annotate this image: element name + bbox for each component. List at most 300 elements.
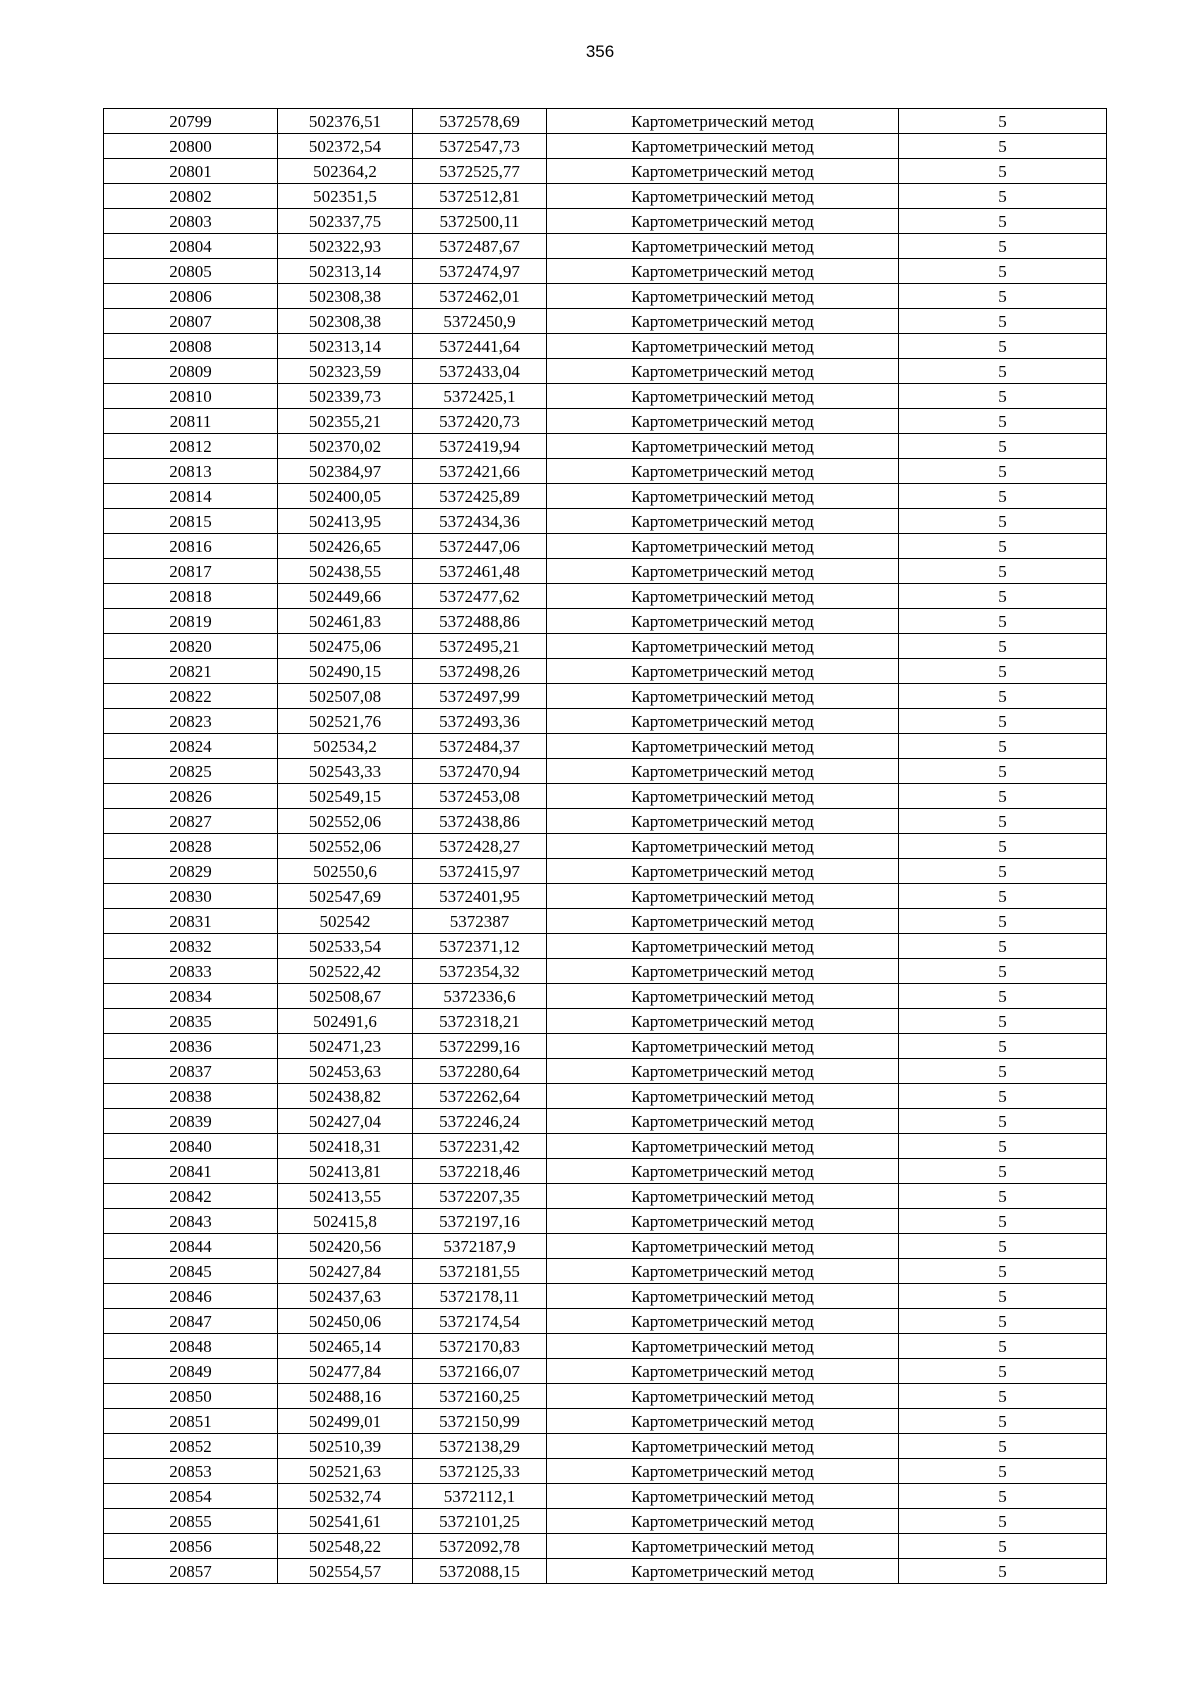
method-cell: Картометрический метод bbox=[547, 134, 899, 159]
table-row bbox=[104, 1259, 1107, 1284]
accuracy-cell: 5 bbox=[899, 334, 1107, 359]
table-row bbox=[104, 1134, 1107, 1159]
method-cell: Картометрический метод bbox=[547, 959, 899, 984]
method-cell: Картометрический метод bbox=[547, 684, 899, 709]
table-row bbox=[104, 1084, 1107, 1109]
method-cell: Картометрический метод bbox=[547, 1534, 899, 1559]
point-number-cell: 20856 bbox=[104, 1534, 278, 1559]
y-coordinate-cell: 5372433,04 bbox=[413, 359, 547, 384]
x-coordinate-cell: 502475,06 bbox=[278, 634, 413, 659]
accuracy-cell: 5 bbox=[899, 684, 1107, 709]
table-row bbox=[104, 1109, 1107, 1134]
point-number-cell: 20815 bbox=[104, 509, 278, 534]
method-cell: Картометрический метод bbox=[547, 1159, 899, 1184]
accuracy-cell: 5 bbox=[899, 184, 1107, 209]
y-coordinate-cell: 5372299,16 bbox=[413, 1034, 547, 1059]
method-cell: Картометрический метод bbox=[547, 584, 899, 609]
point-number-cell: 20838 bbox=[104, 1084, 278, 1109]
point-number-cell: 20805 bbox=[104, 259, 278, 284]
y-coordinate-cell: 5372150,99 bbox=[413, 1409, 547, 1434]
x-coordinate-cell: 502471,23 bbox=[278, 1034, 413, 1059]
point-number-cell: 20857 bbox=[104, 1559, 278, 1584]
method-cell: Картометрический метод bbox=[547, 1034, 899, 1059]
x-coordinate-cell: 502533,54 bbox=[278, 934, 413, 959]
table-row bbox=[104, 234, 1107, 259]
point-number-cell: 20799 bbox=[104, 109, 278, 134]
y-coordinate-cell: 5372493,36 bbox=[413, 709, 547, 734]
y-coordinate-cell: 5372421,66 bbox=[413, 459, 547, 484]
y-coordinate-cell: 5372450,9 bbox=[413, 309, 547, 334]
method-cell: Картометрический метод bbox=[547, 509, 899, 534]
table-row bbox=[104, 1059, 1107, 1084]
y-coordinate-cell: 5372428,27 bbox=[413, 834, 547, 859]
method-cell: Картометрический метод bbox=[547, 1234, 899, 1259]
method-cell: Картометрический метод bbox=[547, 409, 899, 434]
y-coordinate-cell: 5372525,77 bbox=[413, 159, 547, 184]
x-coordinate-cell: 502453,63 bbox=[278, 1059, 413, 1084]
accuracy-cell: 5 bbox=[899, 109, 1107, 134]
method-cell: Картометрический метод bbox=[547, 859, 899, 884]
y-coordinate-cell: 5372371,12 bbox=[413, 934, 547, 959]
accuracy-cell: 5 bbox=[899, 609, 1107, 634]
method-cell: Картометрический метод bbox=[547, 1434, 899, 1459]
x-coordinate-cell: 502499,01 bbox=[278, 1409, 413, 1434]
method-cell: Картометрический метод bbox=[547, 834, 899, 859]
y-coordinate-cell: 5372434,36 bbox=[413, 509, 547, 534]
x-coordinate-cell: 502461,83 bbox=[278, 609, 413, 634]
method-cell: Картометрический метод bbox=[547, 1134, 899, 1159]
point-number-cell: 20833 bbox=[104, 959, 278, 984]
accuracy-cell: 5 bbox=[899, 209, 1107, 234]
y-coordinate-cell: 5372477,62 bbox=[413, 584, 547, 609]
point-number-cell: 20826 bbox=[104, 784, 278, 809]
x-coordinate-cell: 502308,38 bbox=[278, 284, 413, 309]
point-number-cell: 20837 bbox=[104, 1059, 278, 1084]
accuracy-cell: 5 bbox=[899, 959, 1107, 984]
point-number-cell: 20817 bbox=[104, 559, 278, 584]
y-coordinate-cell: 5372425,89 bbox=[413, 484, 547, 509]
table-row bbox=[104, 859, 1107, 884]
method-cell: Картометрический метод bbox=[547, 759, 899, 784]
y-coordinate-cell: 5372160,25 bbox=[413, 1384, 547, 1409]
y-coordinate-cell: 5372354,32 bbox=[413, 959, 547, 984]
table-row bbox=[104, 334, 1107, 359]
point-number-cell: 20809 bbox=[104, 359, 278, 384]
method-cell: Картометрический метод bbox=[547, 209, 899, 234]
point-number-cell: 20839 bbox=[104, 1109, 278, 1134]
table-row bbox=[104, 1334, 1107, 1359]
method-cell: Картометрический метод bbox=[547, 1409, 899, 1434]
x-coordinate-cell: 502415,8 bbox=[278, 1209, 413, 1234]
accuracy-cell: 5 bbox=[899, 1384, 1107, 1409]
y-coordinate-cell: 5372474,97 bbox=[413, 259, 547, 284]
accuracy-cell: 5 bbox=[899, 1359, 1107, 1384]
table-row bbox=[104, 1534, 1107, 1559]
point-number-cell: 20821 bbox=[104, 659, 278, 684]
point-number-cell: 20841 bbox=[104, 1159, 278, 1184]
point-number-cell: 20831 bbox=[104, 909, 278, 934]
x-coordinate-cell: 502547,69 bbox=[278, 884, 413, 909]
method-cell: Картометрический метод bbox=[547, 1334, 899, 1359]
y-coordinate-cell: 5372174,54 bbox=[413, 1309, 547, 1334]
table-row bbox=[104, 359, 1107, 384]
table-row bbox=[104, 759, 1107, 784]
y-coordinate-cell: 5372280,64 bbox=[413, 1059, 547, 1084]
point-number-cell: 20808 bbox=[104, 334, 278, 359]
y-coordinate-cell: 5372207,35 bbox=[413, 1184, 547, 1209]
table-row bbox=[104, 384, 1107, 409]
accuracy-cell: 5 bbox=[899, 134, 1107, 159]
method-cell: Картометрический метод bbox=[547, 1259, 899, 1284]
table-row bbox=[104, 1184, 1107, 1209]
point-number-cell: 20803 bbox=[104, 209, 278, 234]
x-coordinate-cell: 502355,21 bbox=[278, 409, 413, 434]
y-coordinate-cell: 5372088,15 bbox=[413, 1559, 547, 1584]
y-coordinate-cell: 5372470,94 bbox=[413, 759, 547, 784]
x-coordinate-cell: 502438,82 bbox=[278, 1084, 413, 1109]
y-coordinate-cell: 5372101,25 bbox=[413, 1509, 547, 1534]
y-coordinate-cell: 5372415,97 bbox=[413, 859, 547, 884]
coordinates-table bbox=[103, 108, 1107, 1584]
accuracy-cell: 5 bbox=[899, 1059, 1107, 1084]
point-number-cell: 20830 bbox=[104, 884, 278, 909]
table-row bbox=[104, 1284, 1107, 1309]
table-row bbox=[104, 834, 1107, 859]
point-number-cell: 20851 bbox=[104, 1409, 278, 1434]
x-coordinate-cell: 502427,84 bbox=[278, 1259, 413, 1284]
table-row bbox=[104, 1509, 1107, 1534]
method-cell: Картометрический метод bbox=[547, 984, 899, 1009]
y-coordinate-cell: 5372401,95 bbox=[413, 884, 547, 909]
x-coordinate-cell: 502351,5 bbox=[278, 184, 413, 209]
point-number-cell: 20832 bbox=[104, 934, 278, 959]
accuracy-cell: 5 bbox=[899, 634, 1107, 659]
table-row bbox=[104, 509, 1107, 534]
accuracy-cell: 5 bbox=[899, 1309, 1107, 1334]
point-number-cell: 20802 bbox=[104, 184, 278, 209]
x-coordinate-cell: 502370,02 bbox=[278, 434, 413, 459]
method-cell: Картометрический метод bbox=[547, 184, 899, 209]
accuracy-cell: 5 bbox=[899, 1434, 1107, 1459]
x-coordinate-cell: 502449,66 bbox=[278, 584, 413, 609]
accuracy-cell: 5 bbox=[899, 1534, 1107, 1559]
point-number-cell: 20845 bbox=[104, 1259, 278, 1284]
method-cell: Картометрический метод bbox=[547, 609, 899, 634]
table-row bbox=[104, 459, 1107, 484]
y-coordinate-cell: 5372138,29 bbox=[413, 1434, 547, 1459]
y-coordinate-cell: 5372547,73 bbox=[413, 134, 547, 159]
accuracy-cell: 5 bbox=[899, 1159, 1107, 1184]
method-cell: Картометрический метод bbox=[547, 1309, 899, 1334]
y-coordinate-cell: 5372218,46 bbox=[413, 1159, 547, 1184]
page-number: 356 bbox=[585, 42, 615, 61]
point-number-cell: 20850 bbox=[104, 1384, 278, 1409]
method-cell: Картометрический метод bbox=[547, 1359, 899, 1384]
point-number-cell: 20810 bbox=[104, 384, 278, 409]
table-row bbox=[104, 284, 1107, 309]
point-number-cell: 20822 bbox=[104, 684, 278, 709]
y-coordinate-cell: 5372438,86 bbox=[413, 809, 547, 834]
accuracy-cell: 5 bbox=[899, 759, 1107, 784]
accuracy-cell: 5 bbox=[899, 459, 1107, 484]
x-coordinate-cell: 502364,2 bbox=[278, 159, 413, 184]
point-number-cell: 20855 bbox=[104, 1509, 278, 1534]
table-row bbox=[104, 1459, 1107, 1484]
x-coordinate-cell: 502437,63 bbox=[278, 1284, 413, 1309]
table-row bbox=[104, 1234, 1107, 1259]
y-coordinate-cell: 5372197,16 bbox=[413, 1209, 547, 1234]
accuracy-cell: 5 bbox=[899, 384, 1107, 409]
point-number-cell: 20819 bbox=[104, 609, 278, 634]
table-row bbox=[104, 309, 1107, 334]
x-coordinate-cell: 502308,38 bbox=[278, 309, 413, 334]
accuracy-cell: 5 bbox=[899, 709, 1107, 734]
method-cell: Картометрический метод bbox=[547, 784, 899, 809]
x-coordinate-cell: 502554,57 bbox=[278, 1559, 413, 1584]
method-cell: Картометрический метод bbox=[547, 1084, 899, 1109]
accuracy-cell: 5 bbox=[899, 1259, 1107, 1284]
y-coordinate-cell: 5372461,48 bbox=[413, 559, 547, 584]
method-cell: Картометрический метод bbox=[547, 559, 899, 584]
accuracy-cell: 5 bbox=[899, 834, 1107, 859]
accuracy-cell: 5 bbox=[899, 884, 1107, 909]
method-cell: Картометрический метод bbox=[547, 1009, 899, 1034]
method-cell: Картометрический метод bbox=[547, 434, 899, 459]
method-cell: Картометрический метод bbox=[547, 159, 899, 184]
y-coordinate-cell: 5372125,33 bbox=[413, 1459, 547, 1484]
table-row bbox=[104, 259, 1107, 284]
table-row bbox=[104, 959, 1107, 984]
point-number-cell: 20806 bbox=[104, 284, 278, 309]
y-coordinate-cell: 5372462,01 bbox=[413, 284, 547, 309]
method-cell: Картометрический метод bbox=[547, 1109, 899, 1134]
accuracy-cell: 5 bbox=[899, 1484, 1107, 1509]
table-row bbox=[104, 134, 1107, 159]
y-coordinate-cell: 5372425,1 bbox=[413, 384, 547, 409]
accuracy-cell: 5 bbox=[899, 1009, 1107, 1034]
accuracy-cell: 5 bbox=[899, 1109, 1107, 1134]
x-coordinate-cell: 502427,04 bbox=[278, 1109, 413, 1134]
table-row bbox=[104, 609, 1107, 634]
point-number-cell: 20836 bbox=[104, 1034, 278, 1059]
accuracy-cell: 5 bbox=[899, 1034, 1107, 1059]
point-number-cell: 20811 bbox=[104, 409, 278, 434]
x-coordinate-cell: 502450,06 bbox=[278, 1309, 413, 1334]
method-cell: Картометрический метод bbox=[547, 459, 899, 484]
x-coordinate-cell: 502534,2 bbox=[278, 734, 413, 759]
point-number-cell: 20840 bbox=[104, 1134, 278, 1159]
x-coordinate-cell: 502548,22 bbox=[278, 1534, 413, 1559]
point-number-cell: 20807 bbox=[104, 309, 278, 334]
table-row bbox=[104, 1559, 1107, 1584]
y-coordinate-cell: 5372112,1 bbox=[413, 1484, 547, 1509]
accuracy-cell: 5 bbox=[899, 984, 1107, 1009]
table-row bbox=[104, 1434, 1107, 1459]
y-coordinate-cell: 5372181,55 bbox=[413, 1259, 547, 1284]
y-coordinate-cell: 5372498,26 bbox=[413, 659, 547, 684]
accuracy-cell: 5 bbox=[899, 1459, 1107, 1484]
method-cell: Картометрический метод bbox=[547, 259, 899, 284]
method-cell: Картометрический метод bbox=[547, 884, 899, 909]
accuracy-cell: 5 bbox=[899, 584, 1107, 609]
accuracy-cell: 5 bbox=[899, 934, 1107, 959]
point-number-cell: 20825 bbox=[104, 759, 278, 784]
x-coordinate-cell: 502313,14 bbox=[278, 334, 413, 359]
table-row bbox=[104, 484, 1107, 509]
point-number-cell: 20814 bbox=[104, 484, 278, 509]
point-number-cell: 20813 bbox=[104, 459, 278, 484]
table-row bbox=[104, 784, 1107, 809]
table-row bbox=[104, 559, 1107, 584]
table-row bbox=[104, 1484, 1107, 1509]
accuracy-cell: 5 bbox=[899, 809, 1107, 834]
y-coordinate-cell: 5372420,73 bbox=[413, 409, 547, 434]
point-number-cell: 20834 bbox=[104, 984, 278, 1009]
point-number-cell: 20800 bbox=[104, 134, 278, 159]
method-cell: Картометрический метод bbox=[547, 534, 899, 559]
accuracy-cell: 5 bbox=[899, 1509, 1107, 1534]
y-coordinate-cell: 5372441,64 bbox=[413, 334, 547, 359]
x-coordinate-cell: 502465,14 bbox=[278, 1334, 413, 1359]
y-coordinate-cell: 5372419,94 bbox=[413, 434, 547, 459]
accuracy-cell: 5 bbox=[899, 1559, 1107, 1584]
point-number-cell: 20847 bbox=[104, 1309, 278, 1334]
point-number-cell: 20828 bbox=[104, 834, 278, 859]
y-coordinate-cell: 5372484,37 bbox=[413, 734, 547, 759]
accuracy-cell: 5 bbox=[899, 509, 1107, 534]
point-number-cell: 20820 bbox=[104, 634, 278, 659]
y-coordinate-cell: 5372170,83 bbox=[413, 1334, 547, 1359]
table-row bbox=[104, 409, 1107, 434]
x-coordinate-cell: 502413,95 bbox=[278, 509, 413, 534]
table-row bbox=[104, 659, 1107, 684]
point-number-cell: 20846 bbox=[104, 1284, 278, 1309]
method-cell: Картометрический метод bbox=[547, 359, 899, 384]
table-row bbox=[104, 534, 1107, 559]
x-coordinate-cell: 502552,06 bbox=[278, 834, 413, 859]
method-cell: Картометрический метод bbox=[547, 1059, 899, 1084]
method-cell: Картометрический метод bbox=[547, 1209, 899, 1234]
point-number-cell: 20804 bbox=[104, 234, 278, 259]
method-cell: Картометрический метод bbox=[547, 334, 899, 359]
point-number-cell: 20829 bbox=[104, 859, 278, 884]
point-number-cell: 20842 bbox=[104, 1184, 278, 1209]
accuracy-cell: 5 bbox=[899, 259, 1107, 284]
y-coordinate-cell: 5372578,69 bbox=[413, 109, 547, 134]
y-coordinate-cell: 5372092,78 bbox=[413, 1534, 547, 1559]
accuracy-cell: 5 bbox=[899, 559, 1107, 584]
table-row bbox=[104, 1009, 1107, 1034]
accuracy-cell: 5 bbox=[899, 1409, 1107, 1434]
table-row bbox=[104, 1159, 1107, 1184]
x-coordinate-cell: 502543,33 bbox=[278, 759, 413, 784]
table-row bbox=[104, 1034, 1107, 1059]
y-coordinate-cell: 5372178,11 bbox=[413, 1284, 547, 1309]
accuracy-cell: 5 bbox=[899, 1209, 1107, 1234]
x-coordinate-cell: 502550,6 bbox=[278, 859, 413, 884]
x-coordinate-cell: 502339,73 bbox=[278, 384, 413, 409]
y-coordinate-cell: 5372447,06 bbox=[413, 534, 547, 559]
accuracy-cell: 5 bbox=[899, 434, 1107, 459]
y-coordinate-cell: 5372487,67 bbox=[413, 234, 547, 259]
method-cell: Картометрический метод bbox=[547, 809, 899, 834]
x-coordinate-cell: 502477,84 bbox=[278, 1359, 413, 1384]
table-row bbox=[104, 1309, 1107, 1334]
point-number-cell: 20848 bbox=[104, 1334, 278, 1359]
table-row bbox=[104, 709, 1107, 734]
method-cell: Картометрический метод bbox=[547, 1509, 899, 1534]
method-cell: Картометрический метод bbox=[547, 1384, 899, 1409]
table-row bbox=[104, 159, 1107, 184]
x-coordinate-cell: 502322,93 bbox=[278, 234, 413, 259]
method-cell: Картометрический метод bbox=[547, 934, 899, 959]
table-row bbox=[104, 934, 1107, 959]
y-coordinate-cell: 5372166,07 bbox=[413, 1359, 547, 1384]
table-row bbox=[104, 109, 1107, 134]
accuracy-cell: 5 bbox=[899, 784, 1107, 809]
point-number-cell: 20854 bbox=[104, 1484, 278, 1509]
x-coordinate-cell: 502488,16 bbox=[278, 1384, 413, 1409]
table-row bbox=[104, 1384, 1107, 1409]
accuracy-cell: 5 bbox=[899, 284, 1107, 309]
y-coordinate-cell: 5372336,6 bbox=[413, 984, 547, 1009]
x-coordinate-cell: 502541,61 bbox=[278, 1509, 413, 1534]
point-number-cell: 20823 bbox=[104, 709, 278, 734]
x-coordinate-cell: 502438,55 bbox=[278, 559, 413, 584]
x-coordinate-cell: 502420,56 bbox=[278, 1234, 413, 1259]
y-coordinate-cell: 5372187,9 bbox=[413, 1234, 547, 1259]
y-coordinate-cell: 5372495,21 bbox=[413, 634, 547, 659]
y-coordinate-cell: 5372497,99 bbox=[413, 684, 547, 709]
method-cell: Картометрический метод bbox=[547, 484, 899, 509]
point-number-cell: 20827 bbox=[104, 809, 278, 834]
method-cell: Картометрический метод bbox=[547, 1184, 899, 1209]
accuracy-cell: 5 bbox=[899, 1334, 1107, 1359]
x-coordinate-cell: 502418,31 bbox=[278, 1134, 413, 1159]
accuracy-cell: 5 bbox=[899, 484, 1107, 509]
table-row bbox=[104, 809, 1107, 834]
method-cell: Картометрический метод bbox=[547, 709, 899, 734]
x-coordinate-cell: 502549,15 bbox=[278, 784, 413, 809]
y-coordinate-cell: 5372387 bbox=[413, 909, 547, 934]
table-row bbox=[104, 1209, 1107, 1234]
method-cell: Картометрический метод bbox=[547, 734, 899, 759]
x-coordinate-cell: 502313,14 bbox=[278, 259, 413, 284]
method-cell: Картометрический метод bbox=[547, 659, 899, 684]
accuracy-cell: 5 bbox=[899, 1234, 1107, 1259]
x-coordinate-cell: 502522,42 bbox=[278, 959, 413, 984]
x-coordinate-cell: 502507,08 bbox=[278, 684, 413, 709]
x-coordinate-cell: 502400,05 bbox=[278, 484, 413, 509]
accuracy-cell: 5 bbox=[899, 1184, 1107, 1209]
accuracy-cell: 5 bbox=[899, 1284, 1107, 1309]
x-coordinate-cell: 502491,6 bbox=[278, 1009, 413, 1034]
method-cell: Картометрический метод bbox=[547, 1459, 899, 1484]
table-row bbox=[104, 734, 1107, 759]
table-row bbox=[104, 884, 1107, 909]
y-coordinate-cell: 5372231,42 bbox=[413, 1134, 547, 1159]
x-coordinate-cell: 502521,63 bbox=[278, 1459, 413, 1484]
x-coordinate-cell: 502376,51 bbox=[278, 109, 413, 134]
point-number-cell: 20844 bbox=[104, 1234, 278, 1259]
method-cell: Картометрический метод bbox=[547, 384, 899, 409]
table-row bbox=[104, 209, 1107, 234]
table-row bbox=[104, 1409, 1107, 1434]
accuracy-cell: 5 bbox=[899, 659, 1107, 684]
point-number-cell: 20852 bbox=[104, 1434, 278, 1459]
x-coordinate-cell: 502490,15 bbox=[278, 659, 413, 684]
method-cell: Картометрический метод bbox=[547, 634, 899, 659]
